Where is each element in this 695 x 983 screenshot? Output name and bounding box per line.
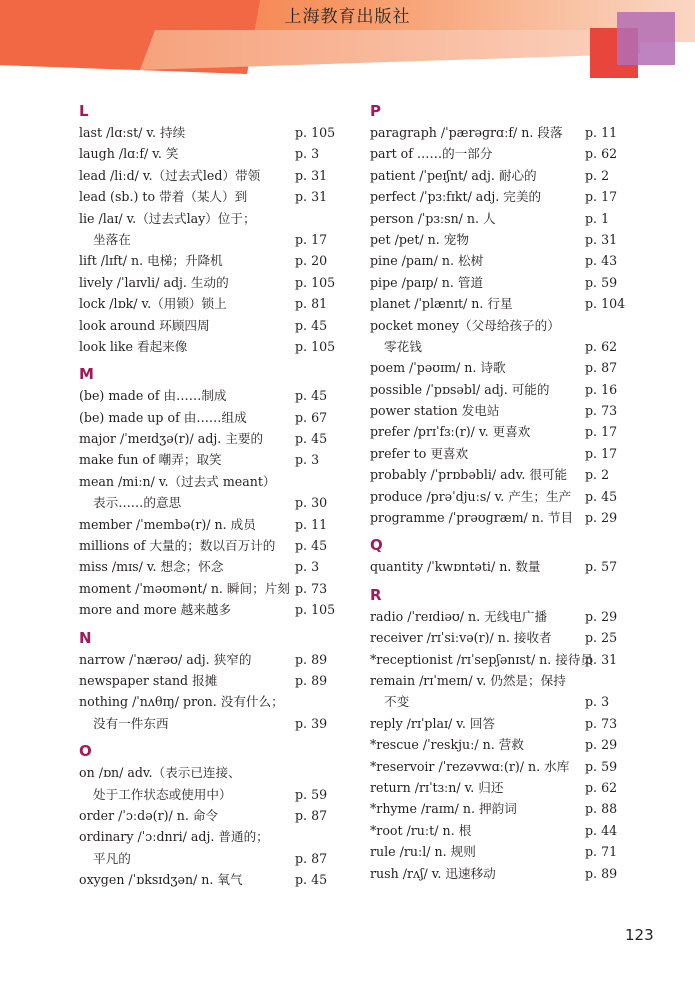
glossary-entry: [370, 379, 630, 400]
glossary-entry: [370, 443, 630, 464]
glossary-entry: [370, 400, 630, 421]
entry-page-ref: p. 45: [295, 538, 328, 554]
glossary-entry: [370, 122, 630, 143]
entry-text: newspaper stand 报摊: [79, 672, 218, 688]
glossary-entry: [79, 293, 341, 314]
glossary-entry: [370, 315, 630, 336]
entry-text: ordinary /ˈɔːdnri/ adj. 普通的；: [79, 829, 269, 845]
entry-page-ref: p. 31: [585, 231, 618, 247]
entry-page-ref: p. 17: [295, 231, 328, 247]
glossary-right-column: [370, 100, 630, 884]
entry-text: millions of 大量的；数以百万计的: [79, 538, 276, 554]
entry-page-ref: p. 45: [295, 872, 328, 888]
section-letter: O: [79, 742, 92, 761]
entry-text: miss /mɪs/ v. 想念；怀念: [79, 559, 224, 575]
entry-page-ref: p. 3: [295, 452, 320, 468]
entry-text: (be) made up of 由……组成: [79, 409, 247, 425]
section-letter: Q: [370, 536, 383, 555]
glossary-entry: [79, 250, 341, 271]
glossary-entry: [79, 649, 341, 670]
entry-text: programme /ˈprəʊɡræm/ n. 节目: [370, 510, 574, 526]
entry-text: planet /ˈplænɪt/ n. 行星: [370, 296, 513, 312]
entry-text: narrow /ˈnærəʊ/ adj. 狭窄的: [79, 651, 252, 667]
glossary-entry: [79, 143, 341, 164]
entry-text: possible /ˈpɒsəbl/ adj. 可能的: [370, 381, 550, 397]
glossary-entry: [79, 599, 341, 620]
entry-page-ref: p. 87: [295, 850, 328, 866]
entry-text: moment /ˈməʊmənt/ n. 瞬间；片刻: [79, 580, 290, 596]
glossary-entry: [79, 713, 341, 734]
entry-page-ref: p. 45: [295, 431, 328, 447]
entry-page-ref: p. 11: [295, 516, 328, 532]
entry-page-ref: p. 104: [585, 296, 626, 312]
entry-page-ref: p. 59: [295, 786, 328, 802]
glossary-entry: [79, 762, 341, 783]
glossary-entry: [79, 784, 341, 805]
glossary-entry: [79, 122, 341, 143]
entry-page-ref: p. 89: [585, 865, 618, 881]
glossary-entry: [370, 798, 630, 819]
glossary-entry: [79, 535, 341, 556]
publisher-name: 上海教育出版社: [284, 7, 411, 27]
entry-text: *rescue /ˈreskjuː/ n. 营救: [370, 737, 524, 753]
entry-text: reply /rɪˈplaɪ/ v. 回答: [370, 715, 496, 731]
entry-page-ref: p. 3: [585, 694, 610, 710]
entry-text: part of ……的一部分: [370, 146, 493, 162]
section-letter: M: [79, 365, 94, 384]
entry-text: look like 看起来像: [79, 338, 188, 354]
entry-text: power station 发电站: [370, 403, 500, 419]
entry-text: (be) made of 由……制成: [79, 388, 227, 404]
glossary-entry: [370, 464, 630, 485]
entry-text: person /ˈpɜːsn/ n. 人: [370, 210, 496, 226]
entry-text: major /ˈmeɪdʒə(r)/ adj. 主要的: [79, 431, 264, 447]
glossary-entry: [79, 385, 341, 406]
glossary-entry: [370, 734, 630, 755]
entry-page-ref: p. 2: [585, 467, 610, 483]
entry-page-ref: p. 105: [295, 125, 336, 140]
entry-text: paragraph /ˈpærəɡrɑːf/ n. 段落: [370, 125, 563, 140]
entry-text: more and more 越来越多: [79, 602, 232, 618]
entry-text: prefer /prɪˈfɜː(r)/ v. 更喜欢: [370, 424, 531, 440]
entry-text: *root /ruːt/ n. 根: [370, 822, 472, 838]
entry-page-ref: p. 87: [295, 807, 328, 823]
glossary-entry: [370, 670, 630, 691]
glossary-entry: [370, 756, 630, 777]
entry-page-ref: p. 31: [295, 189, 328, 205]
page-number: 123: [625, 926, 654, 944]
entry-text: pocket money（父母给孩子的）: [370, 317, 560, 333]
glossary-entry: [370, 229, 630, 250]
glossary-entry: [370, 208, 630, 229]
glossary-left-column: [79, 100, 341, 891]
banner-peach-shape: [140, 30, 640, 70]
glossary-entry: [370, 143, 630, 164]
glossary-entry: [79, 165, 341, 186]
entry-page-ref: p. 17: [585, 424, 618, 440]
entry-page-ref: p. 17: [585, 189, 618, 205]
glossary-entry: [79, 514, 341, 535]
entry-text: *receptionist /rɪˈsepʃənɪst/ n. 接待员: [370, 651, 594, 667]
entry-page-ref: p. 30: [295, 495, 328, 511]
glossary-entry: [79, 229, 341, 250]
glossary-entry: [79, 670, 341, 691]
entry-text: produce /prəˈdjuːs/ v. 产生；生产: [370, 488, 572, 504]
entry-page-ref: p. 88: [585, 801, 618, 817]
glossary-entry: [370, 421, 630, 442]
entry-text: laugh /lɑːf/ v. 笑: [79, 146, 179, 162]
entry-text: lead (sb.) to 带着（某人）到: [79, 189, 248, 205]
entry-text: 零花钱: [384, 338, 422, 354]
glossary-entry: [79, 315, 341, 336]
glossary-entry: [370, 863, 630, 884]
glossary-entry: [79, 578, 341, 599]
entry-page-ref: p. 73: [295, 580, 328, 596]
entry-page-ref: p. 67: [295, 409, 328, 425]
entry-page-ref: p. 59: [585, 758, 618, 774]
entry-page-ref: p. 57: [585, 559, 618, 575]
glossary-entry: [79, 186, 341, 207]
entry-text: 表示……的意思: [93, 495, 182, 511]
entry-text: *rhyme /raɪm/ n. 押韵词: [370, 801, 517, 817]
entry-text: radio /ˈreɪdiəʊ/ n. 无线电广播: [370, 608, 548, 624]
glossary-entry: [370, 649, 630, 670]
glossary-entry: [79, 272, 341, 293]
entry-page-ref: p. 17: [585, 445, 618, 461]
entry-page-ref: p. 29: [585, 510, 618, 526]
entry-page-ref: p. 16: [585, 381, 618, 397]
glossary-entry: [370, 627, 630, 648]
entry-text: pet /pet/ n. 宠物: [370, 231, 469, 247]
entry-text: on /ɒn/ adv.（表示已连接、: [79, 765, 241, 781]
entry-text: member /ˈmembə(r)/ n. 成员: [79, 516, 256, 532]
entry-text: lively /ˈlaɪvli/ adj. 生动的: [79, 274, 229, 290]
entry-page-ref: p. 43: [585, 253, 618, 269]
entry-text: rush /rʌʃ/ v. 迅速移动: [370, 865, 496, 881]
glossary-entry: [79, 449, 341, 470]
entry-text: pine /paɪn/ n. 松树: [370, 253, 484, 269]
entry-text: patient /ˈpeɪʃnt/ adj. 耐心的: [370, 167, 537, 183]
glossary-entry: [370, 293, 630, 314]
glossary-entry: [79, 208, 341, 229]
entry-text: lead /liːd/ v.（过去式led）带领: [79, 167, 261, 183]
entry-text: *reservoir /ˈrezəvwɑː(r)/ n. 水库: [370, 758, 570, 774]
entry-text: lock /lɒk/ v.（用锁）锁上: [79, 296, 227, 312]
glossary-entry: [370, 272, 630, 293]
entry-page-ref: p. 31: [585, 651, 618, 667]
entry-page-ref: p. 29: [585, 608, 618, 624]
section-letter: L: [79, 102, 89, 120]
glossary-entry: [79, 848, 341, 869]
entry-page-ref: p. 71: [585, 844, 618, 860]
glossary-entry: [79, 336, 341, 357]
glossary-entry: [370, 336, 630, 357]
entry-text: return /rɪˈtɜːn/ v. 归还: [370, 779, 504, 795]
entry-text: 处于工作状态或使用中）: [93, 786, 232, 802]
glossary-entry: [79, 407, 341, 428]
entry-page-ref: p. 105: [295, 274, 336, 290]
glossary-entry: [79, 556, 341, 577]
entry-text: nothing /ˈnʌθɪŋ/ pron. 没有什么；: [79, 694, 284, 710]
entry-text: 不变: [384, 694, 410, 710]
entry-page-ref: p. 45: [295, 388, 328, 404]
glossary-entry: [370, 841, 630, 862]
entry-page-ref: p. 45: [585, 488, 618, 504]
entry-text: last /lɑːst/ v. 持续: [79, 125, 186, 140]
glossary-entry: [370, 357, 630, 378]
entry-page-ref: p. 31: [295, 167, 328, 183]
glossary-entry: [79, 492, 341, 513]
entry-page-ref: p. 87: [585, 360, 618, 376]
glossary-entry: [370, 777, 630, 798]
entry-text: perfect /ˈpɜːfɪkt/ adj. 完美的: [370, 189, 542, 205]
entry-page-ref: p. 29: [585, 737, 618, 753]
entry-page-ref: p. 105: [295, 602, 336, 618]
section-letter: R: [370, 585, 382, 604]
glossary-entry: [79, 826, 341, 847]
glossary-entry: [370, 556, 630, 577]
glossary-entry: [370, 250, 630, 271]
entry-text: make fun of 嘲弄；取笑: [79, 452, 222, 468]
glossary-entry: [79, 428, 341, 449]
glossary-entry: [370, 486, 630, 507]
entry-text: receiver /rɪˈsiːvə(r)/ n. 接收者: [370, 630, 552, 646]
entry-text: probably /ˈprɒbəbli/ adv. 很可能: [370, 467, 568, 483]
entry-page-ref: p. 89: [295, 651, 328, 667]
glossary-entry: [370, 186, 630, 207]
entry-page-ref: p. 62: [585, 779, 618, 795]
entry-page-ref: p. 3: [295, 559, 320, 575]
entry-page-ref: p. 62: [585, 146, 618, 162]
entry-page-ref: p. 3: [295, 146, 320, 162]
entry-page-ref: p. 105: [295, 338, 336, 354]
entry-page-ref: p. 62: [585, 338, 618, 354]
glossary-entry: [79, 691, 341, 712]
entry-text: prefer to 更喜欢: [370, 445, 469, 461]
entry-text: 平凡的: [93, 850, 131, 866]
entry-text: quantity /ˈkwɒntəti/ n. 数量: [370, 559, 541, 575]
glossary-entry: [79, 869, 341, 890]
entry-text: pipe /paɪp/ n. 管道: [370, 274, 484, 290]
glossary-entry: [79, 471, 341, 492]
entry-text: look around 环顾四周: [79, 317, 210, 333]
entry-text: lift /lɪft/ n. 电梯；升降机: [79, 253, 223, 269]
section-letter: P: [370, 102, 381, 120]
glossary-entry: [370, 606, 630, 627]
entry-text: rule /ruːl/ n. 规则: [370, 844, 476, 860]
entry-text: order /ˈɔːdə(r)/ n. 命令: [79, 807, 219, 823]
entry-page-ref: p. 39: [295, 715, 328, 731]
entry-text: oxygen /ˈɒksɪdʒən/ n. 氧气: [79, 872, 243, 888]
entry-text: poem /ˈpəʊɪm/ n. 诗歌: [370, 360, 506, 376]
entry-page-ref: p. 73: [585, 403, 618, 419]
entry-text: remain /rɪˈmeɪn/ v. 仍然是；保持: [370, 672, 566, 688]
entry-page-ref: p. 1: [585, 210, 610, 226]
glossary-entry: [79, 805, 341, 826]
section-letter: N: [79, 628, 92, 647]
entry-page-ref: p. 89: [295, 672, 328, 688]
glossary-entry: [370, 713, 630, 734]
entry-page-ref: p. 81: [295, 296, 328, 312]
entry-page-ref: p. 2: [585, 167, 610, 183]
glossary-entry: [370, 165, 630, 186]
glossary-entry: [370, 507, 630, 528]
entry-text: 没有一件东西: [93, 715, 169, 731]
header-banner: [0, 0, 695, 80]
entry-page-ref: p. 73: [585, 715, 618, 731]
entry-text: lie /laɪ/ v.（过去式lay）位于；: [79, 210, 256, 226]
entry-text: 坐落在: [93, 231, 131, 247]
entry-page-ref: p. 20: [295, 253, 328, 269]
entry-text: mean /miːn/ v.（过去式 meant）: [79, 473, 276, 489]
entry-page-ref: p. 25: [585, 630, 618, 646]
glossary-entry: [370, 691, 630, 712]
entry-page-ref: p. 45: [295, 317, 328, 333]
glossary-entry: [370, 820, 630, 841]
entry-page-ref: p. 59: [585, 274, 618, 290]
entry-page-ref: p. 44: [585, 822, 618, 838]
entry-page-ref: p. 11: [585, 125, 618, 140]
